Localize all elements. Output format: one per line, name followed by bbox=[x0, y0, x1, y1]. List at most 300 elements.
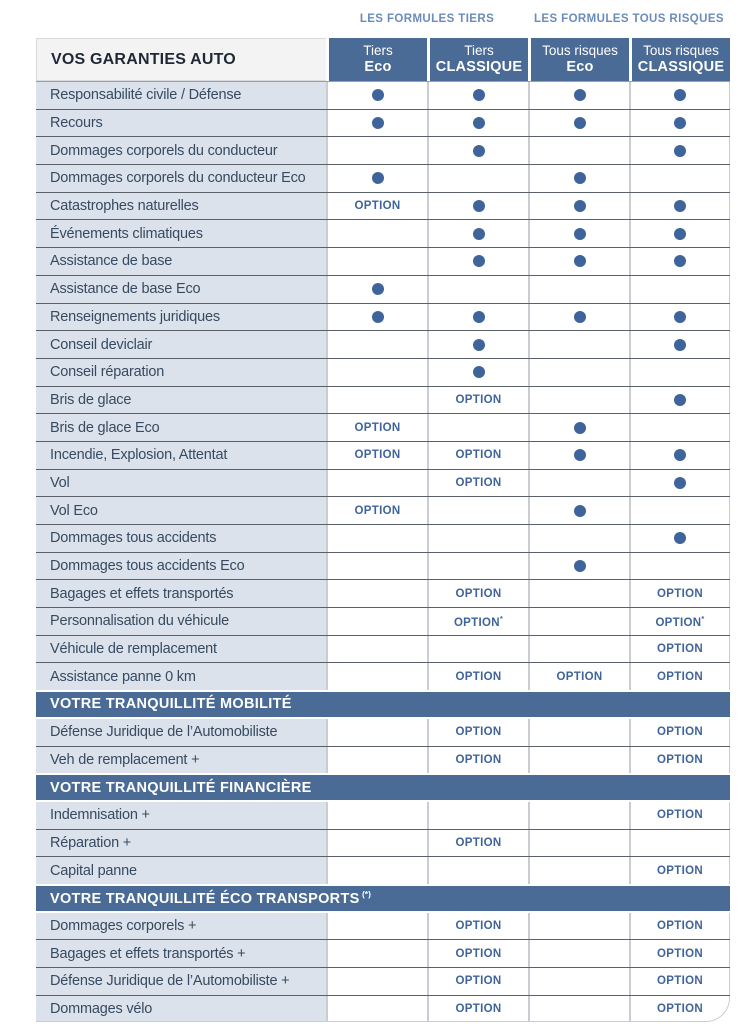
table-row bbox=[36, 607, 730, 635]
coverage-cell bbox=[629, 636, 730, 663]
table-row bbox=[36, 136, 730, 164]
column-header-line2: CLASSIQUE bbox=[435, 58, 523, 75]
coverage-cell bbox=[629, 331, 730, 358]
coverage-cell bbox=[629, 304, 730, 331]
table-row bbox=[36, 275, 730, 303]
included-dot-icon bbox=[473, 255, 485, 267]
coverage-cell bbox=[427, 110, 528, 137]
garantie-label-cell bbox=[36, 442, 326, 469]
included-dot-icon bbox=[574, 311, 586, 323]
garantie-label-cell bbox=[36, 193, 326, 220]
table-row bbox=[36, 524, 730, 552]
table-row bbox=[36, 552, 730, 580]
garantie-label-cell bbox=[36, 137, 326, 164]
table-row bbox=[36, 801, 730, 829]
coverage-cell bbox=[629, 857, 730, 884]
coverage-cell bbox=[629, 608, 730, 635]
included-dot-icon bbox=[674, 89, 686, 101]
formula-group-headers bbox=[326, 13, 730, 25]
included-dot-icon bbox=[473, 89, 485, 101]
included-dot-icon bbox=[372, 89, 384, 101]
coverage-cell bbox=[326, 110, 427, 137]
coverage-cell bbox=[427, 663, 528, 690]
coverage-cell bbox=[427, 331, 528, 358]
coverage-cell bbox=[427, 553, 528, 580]
coverage-cell bbox=[629, 996, 730, 1023]
garantie-label: Vol Eco bbox=[50, 502, 98, 519]
section-header-row bbox=[36, 773, 730, 801]
coverage-cell bbox=[427, 636, 528, 663]
coverage-cell bbox=[427, 525, 528, 552]
coverage-cell bbox=[528, 830, 629, 857]
coverage-cell bbox=[629, 359, 730, 386]
garantie-label: Indemnisation + bbox=[50, 807, 150, 824]
coverage-cell bbox=[629, 276, 730, 303]
section-title: VOTRE TRANQUILLITÉ MOBILITÉ bbox=[50, 696, 292, 713]
coverage-cell bbox=[528, 110, 629, 137]
option-label: OPTION bbox=[354, 504, 401, 517]
option-label: OPTION bbox=[657, 809, 703, 822]
coverage-cell bbox=[629, 580, 730, 607]
coverage-cell bbox=[326, 553, 427, 580]
table-row bbox=[36, 718, 730, 746]
garantie-label-cell bbox=[36, 248, 326, 275]
garantie-label-cell bbox=[36, 331, 326, 358]
option-label: OPTION bbox=[354, 449, 401, 462]
table-row bbox=[36, 746, 730, 774]
coverage-cell bbox=[326, 248, 427, 275]
coverage-cell bbox=[326, 996, 427, 1023]
coverage-cell bbox=[528, 470, 629, 497]
coverage-cell bbox=[629, 470, 730, 497]
included-dot-icon bbox=[574, 172, 586, 184]
table-row bbox=[36, 829, 730, 857]
coverage-cell bbox=[427, 442, 528, 469]
table-row bbox=[36, 330, 730, 358]
table-row bbox=[36, 496, 730, 524]
coverage-cell bbox=[427, 857, 528, 884]
garantie-label-cell bbox=[36, 387, 326, 414]
garantie-label: Recours bbox=[50, 115, 103, 132]
included-dot-icon bbox=[473, 366, 485, 378]
option-label: OPTION bbox=[657, 919, 703, 932]
coverage-cell bbox=[427, 580, 528, 607]
coverage-cell bbox=[326, 940, 427, 967]
coverage-cell bbox=[326, 497, 427, 524]
option-label: OPTION bbox=[455, 670, 502, 683]
included-dot-icon bbox=[574, 200, 586, 212]
coverage-cell bbox=[326, 525, 427, 552]
table-row bbox=[36, 635, 730, 663]
column-header-line1: Tous risques bbox=[643, 43, 719, 59]
group-label-tiers: LES FORMULES TIERS bbox=[359, 13, 495, 25]
option-label: OPTION bbox=[657, 587, 703, 600]
option-label: OPTION bbox=[657, 726, 703, 739]
garantie-label-cell bbox=[36, 304, 326, 331]
table-row bbox=[36, 441, 730, 469]
table-row bbox=[36, 856, 730, 884]
coverage-cell bbox=[427, 193, 528, 220]
option-label: OPTION bbox=[657, 670, 703, 683]
table-header-row bbox=[36, 38, 730, 81]
coverage-cell bbox=[528, 996, 629, 1023]
option-label: OPTION bbox=[455, 975, 502, 988]
garantie-label: Incendie, Explosion, Attentat bbox=[50, 447, 228, 464]
coverage-cell bbox=[427, 414, 528, 441]
option-label: OPTION bbox=[455, 836, 502, 849]
table-row bbox=[36, 912, 730, 940]
coverage-cell bbox=[629, 220, 730, 247]
garantie-label-cell bbox=[36, 857, 326, 884]
option-label: OPTION bbox=[455, 726, 502, 739]
included-dot-icon bbox=[574, 255, 586, 267]
column-header-tous-risques-eco bbox=[528, 38, 629, 81]
included-dot-icon bbox=[372, 311, 384, 323]
coverage-cell bbox=[629, 913, 730, 940]
garantie-label-cell bbox=[36, 830, 326, 857]
coverage-cell bbox=[528, 553, 629, 580]
garantie-label: Bagages et effets transportés bbox=[50, 585, 234, 602]
coverage-cell bbox=[629, 747, 730, 774]
table-body bbox=[36, 81, 730, 1022]
included-dot-icon bbox=[574, 228, 586, 240]
coverage-cell bbox=[326, 747, 427, 774]
option-label: OPTION bbox=[657, 643, 703, 656]
coverage-cell bbox=[326, 220, 427, 247]
coverage-cell bbox=[528, 747, 629, 774]
table-title-cell bbox=[36, 38, 326, 81]
column-header-tous-risques-classique bbox=[629, 38, 730, 81]
garantie-label: Assistance de base bbox=[50, 253, 173, 270]
coverage-cell bbox=[528, 304, 629, 331]
garantie-label-cell bbox=[36, 497, 326, 524]
table-row bbox=[36, 81, 730, 109]
coverage-cell bbox=[427, 470, 528, 497]
garantie-label: Réparation + bbox=[50, 834, 132, 851]
coverage-cell bbox=[629, 82, 730, 109]
garantie-label-cell bbox=[36, 747, 326, 774]
coverage-cell bbox=[629, 940, 730, 967]
column-header-line2: Eco bbox=[566, 58, 594, 75]
coverage-cell bbox=[528, 82, 629, 109]
garantie-label: Assistance de base Eco bbox=[50, 281, 201, 298]
included-dot-icon bbox=[674, 255, 686, 267]
coverage-cell bbox=[629, 525, 730, 552]
option-label: OPTION* bbox=[655, 613, 705, 629]
table-row bbox=[36, 109, 730, 137]
garantie-label-cell bbox=[36, 110, 326, 137]
coverage-cell bbox=[427, 747, 528, 774]
coverage-cell bbox=[629, 968, 730, 995]
included-dot-icon bbox=[473, 311, 485, 323]
coverage-cell bbox=[528, 497, 629, 524]
included-dot-icon bbox=[473, 117, 485, 129]
option-label: OPTION bbox=[455, 919, 502, 932]
garantie-label: Défense Juridique de l’Automobiliste bbox=[50, 724, 278, 741]
coverage-cell bbox=[326, 165, 427, 192]
included-dot-icon bbox=[372, 172, 384, 184]
coverage-cell bbox=[528, 940, 629, 967]
coverage-cell bbox=[629, 830, 730, 857]
garantie-label: Événements climatiques bbox=[50, 225, 203, 242]
included-dot-icon bbox=[473, 145, 485, 157]
option-label: OPTION bbox=[354, 200, 401, 213]
coverage-cell bbox=[326, 387, 427, 414]
coverage-cell bbox=[326, 414, 427, 441]
coverage-cell bbox=[326, 830, 427, 857]
garantie-label-cell bbox=[36, 663, 326, 690]
coverage-cell bbox=[326, 276, 427, 303]
coverage-cell bbox=[427, 996, 528, 1023]
column-header-line1: Tiers bbox=[363, 43, 393, 59]
coverage-cell bbox=[326, 802, 427, 829]
coverage-cell bbox=[326, 82, 427, 109]
included-dot-icon bbox=[574, 505, 586, 517]
coverage-cell bbox=[528, 387, 629, 414]
included-dot-icon bbox=[473, 339, 485, 351]
option-label: OPTION bbox=[657, 753, 703, 766]
garantie-label: Personnalisation du véhicule bbox=[50, 613, 229, 630]
coverage-cell bbox=[528, 663, 629, 690]
coverage-cell bbox=[629, 553, 730, 580]
coverage-cell bbox=[427, 387, 528, 414]
coverage-cell bbox=[528, 525, 629, 552]
garantie-label-cell bbox=[36, 359, 326, 386]
coverage-cell bbox=[326, 636, 427, 663]
coverage-cell bbox=[326, 359, 427, 386]
coverage-cell bbox=[427, 276, 528, 303]
garantie-label-cell bbox=[36, 913, 326, 940]
coverage-cell bbox=[427, 940, 528, 967]
garantie-label-cell bbox=[36, 940, 326, 967]
coverage-cell bbox=[528, 359, 629, 386]
option-label: OPTION bbox=[455, 393, 502, 406]
garantie-label: Vol bbox=[50, 474, 70, 491]
coverage-cell bbox=[528, 968, 629, 995]
garantie-label-cell bbox=[36, 525, 326, 552]
included-dot-icon bbox=[674, 311, 686, 323]
option-superscript: * bbox=[499, 613, 504, 623]
column-header-line1: Tiers bbox=[464, 43, 494, 59]
table-row bbox=[36, 164, 730, 192]
coverage-cell bbox=[629, 719, 730, 746]
coverage-cell bbox=[528, 165, 629, 192]
included-dot-icon bbox=[674, 532, 686, 544]
coverage-cell bbox=[629, 248, 730, 275]
included-dot-icon bbox=[674, 145, 686, 157]
coverage-cell bbox=[629, 663, 730, 690]
coverage-cell bbox=[326, 719, 427, 746]
option-label: OPTION bbox=[455, 1002, 502, 1015]
coverage-cell bbox=[427, 968, 528, 995]
garantie-label: Dommages corporels + bbox=[50, 917, 197, 934]
garantie-label: Bris de glace Eco bbox=[50, 419, 160, 436]
table-row bbox=[36, 247, 730, 275]
garantie-label-cell bbox=[36, 719, 326, 746]
table-row bbox=[36, 967, 730, 995]
coverage-cell bbox=[326, 580, 427, 607]
column-header-line1: Tous risques bbox=[542, 43, 618, 59]
garantie-label: Bris de glace bbox=[50, 391, 132, 408]
coverage-cell bbox=[629, 414, 730, 441]
coverage-cell bbox=[427, 497, 528, 524]
option-label: OPTION* bbox=[453, 613, 504, 629]
option-label: OPTION bbox=[657, 947, 703, 960]
coverage-cell bbox=[528, 331, 629, 358]
section-title: VOTRE TRANQUILLITÉ FINANCIÈRE bbox=[50, 779, 312, 796]
coverage-cell bbox=[629, 442, 730, 469]
coverage-cell bbox=[326, 913, 427, 940]
coverage-cell bbox=[326, 857, 427, 884]
coverage-cell bbox=[528, 857, 629, 884]
table-row bbox=[36, 358, 730, 386]
table-row bbox=[36, 579, 730, 607]
option-label: OPTION bbox=[455, 947, 502, 960]
coverage-cell bbox=[326, 608, 427, 635]
coverage-cell bbox=[427, 248, 528, 275]
table-row bbox=[36, 303, 730, 331]
table-row bbox=[36, 939, 730, 967]
coverage-cell bbox=[528, 137, 629, 164]
coverage-cell bbox=[326, 193, 427, 220]
page-title: VOS GARANTIES AUTO bbox=[51, 50, 236, 68]
coverage-cell bbox=[528, 414, 629, 441]
included-dot-icon bbox=[674, 477, 686, 489]
garantie-label: Dommages tous accidents Eco bbox=[50, 558, 245, 575]
garantie-label: Dommages vélo bbox=[50, 1000, 153, 1017]
coverage-cell bbox=[427, 137, 528, 164]
coverage-cell bbox=[528, 719, 629, 746]
garantie-label: Conseil réparation bbox=[50, 364, 165, 381]
coverage-cell bbox=[326, 968, 427, 995]
coverage-cell bbox=[427, 304, 528, 331]
garantie-label: Défense Juridique de l’Automobiliste + bbox=[50, 973, 290, 990]
coverage-cell bbox=[629, 137, 730, 164]
table-row bbox=[36, 386, 730, 414]
garantie-label: Capital panne bbox=[50, 862, 137, 879]
garantie-label: Renseignements juridiques bbox=[50, 308, 220, 325]
coverage-cell bbox=[427, 802, 528, 829]
garantie-label-cell bbox=[36, 82, 326, 109]
garantie-label-cell bbox=[36, 996, 326, 1023]
option-label: OPTION bbox=[455, 449, 502, 462]
coverage-cell bbox=[326, 470, 427, 497]
coverage-cell bbox=[427, 719, 528, 746]
garantie-label: Dommages corporels du conducteur Eco bbox=[50, 170, 306, 187]
coverage-cell bbox=[427, 608, 528, 635]
section-header-row bbox=[36, 884, 730, 912]
garantie-label-cell bbox=[36, 802, 326, 829]
coverage-cell bbox=[528, 248, 629, 275]
included-dot-icon bbox=[574, 560, 586, 572]
column-header-line2: CLASSIQUE bbox=[637, 58, 725, 75]
garantie-label-cell bbox=[36, 414, 326, 441]
section-header-row bbox=[36, 690, 730, 718]
option-label: OPTION bbox=[657, 1002, 703, 1015]
coverage-cell bbox=[629, 387, 730, 414]
option-superscript: * bbox=[701, 613, 705, 623]
table-row bbox=[36, 413, 730, 441]
coverage-cell bbox=[326, 331, 427, 358]
garantie-label-cell bbox=[36, 220, 326, 247]
garantie-label: Catastrophes naturelles bbox=[50, 198, 199, 215]
included-dot-icon bbox=[674, 339, 686, 351]
group-label-tous-risques: LES FORMULES TOUS RISQUES bbox=[534, 13, 724, 25]
column-header-line2: Eco bbox=[364, 58, 392, 75]
coverage-cell bbox=[528, 636, 629, 663]
coverage-cell bbox=[629, 497, 730, 524]
option-label: OPTION bbox=[455, 587, 502, 600]
coverage-cell bbox=[326, 304, 427, 331]
garantie-label: Dommages corporels du conducteur bbox=[50, 142, 278, 159]
garantie-label: Veh de remplacement + bbox=[50, 751, 200, 768]
coverage-cell bbox=[528, 276, 629, 303]
coverage-cell bbox=[528, 193, 629, 220]
coverage-cell bbox=[629, 110, 730, 137]
included-dot-icon bbox=[574, 449, 586, 461]
garantie-label-cell bbox=[36, 636, 326, 663]
included-dot-icon bbox=[674, 117, 686, 129]
garantie-label-cell bbox=[36, 276, 326, 303]
coverage-cell bbox=[528, 220, 629, 247]
coverage-cell bbox=[528, 442, 629, 469]
included-dot-icon bbox=[473, 228, 485, 240]
included-dot-icon bbox=[574, 422, 586, 434]
option-label: OPTION bbox=[556, 670, 603, 683]
garantie-label: Conseil deviclair bbox=[50, 336, 153, 353]
table-row bbox=[36, 995, 730, 1023]
included-dot-icon bbox=[372, 283, 384, 295]
included-dot-icon bbox=[372, 117, 384, 129]
option-label: OPTION bbox=[657, 864, 703, 877]
included-dot-icon bbox=[674, 228, 686, 240]
garantie-label-cell bbox=[36, 608, 326, 635]
coverage-cell bbox=[427, 220, 528, 247]
table-row bbox=[36, 192, 730, 220]
coverage-cell bbox=[427, 165, 528, 192]
column-header-tiers-classique bbox=[427, 38, 528, 81]
coverage-cell bbox=[427, 82, 528, 109]
coverage-cell bbox=[326, 442, 427, 469]
included-dot-icon bbox=[574, 117, 586, 129]
garantie-label: Assistance panne 0 km bbox=[50, 668, 196, 685]
garantie-label: Bagages et effets transportés + bbox=[50, 945, 246, 962]
table-row bbox=[36, 219, 730, 247]
coverage-cell bbox=[326, 663, 427, 690]
included-dot-icon bbox=[674, 394, 686, 406]
option-label: OPTION bbox=[657, 975, 703, 988]
option-label: OPTION bbox=[354, 421, 401, 434]
included-dot-icon bbox=[674, 200, 686, 212]
garantie-label-cell bbox=[36, 553, 326, 580]
option-label: OPTION bbox=[455, 753, 502, 766]
coverage-cell bbox=[528, 913, 629, 940]
garantie-label: Responsabilité civile / Défense bbox=[50, 87, 242, 104]
coverage-cell bbox=[326, 137, 427, 164]
option-label: OPTION bbox=[455, 476, 502, 489]
coverage-cell bbox=[528, 802, 629, 829]
table-row bbox=[36, 469, 730, 497]
table-row bbox=[36, 662, 730, 690]
coverage-cell bbox=[528, 580, 629, 607]
column-header-tiers-eco bbox=[326, 38, 427, 81]
coverage-cell bbox=[528, 608, 629, 635]
coverage-cell bbox=[427, 359, 528, 386]
garantie-label: Véhicule de remplacement bbox=[50, 641, 217, 658]
garantie-label-cell bbox=[36, 968, 326, 995]
included-dot-icon bbox=[574, 89, 586, 101]
section-title-superscript: (*) bbox=[359, 889, 371, 900]
